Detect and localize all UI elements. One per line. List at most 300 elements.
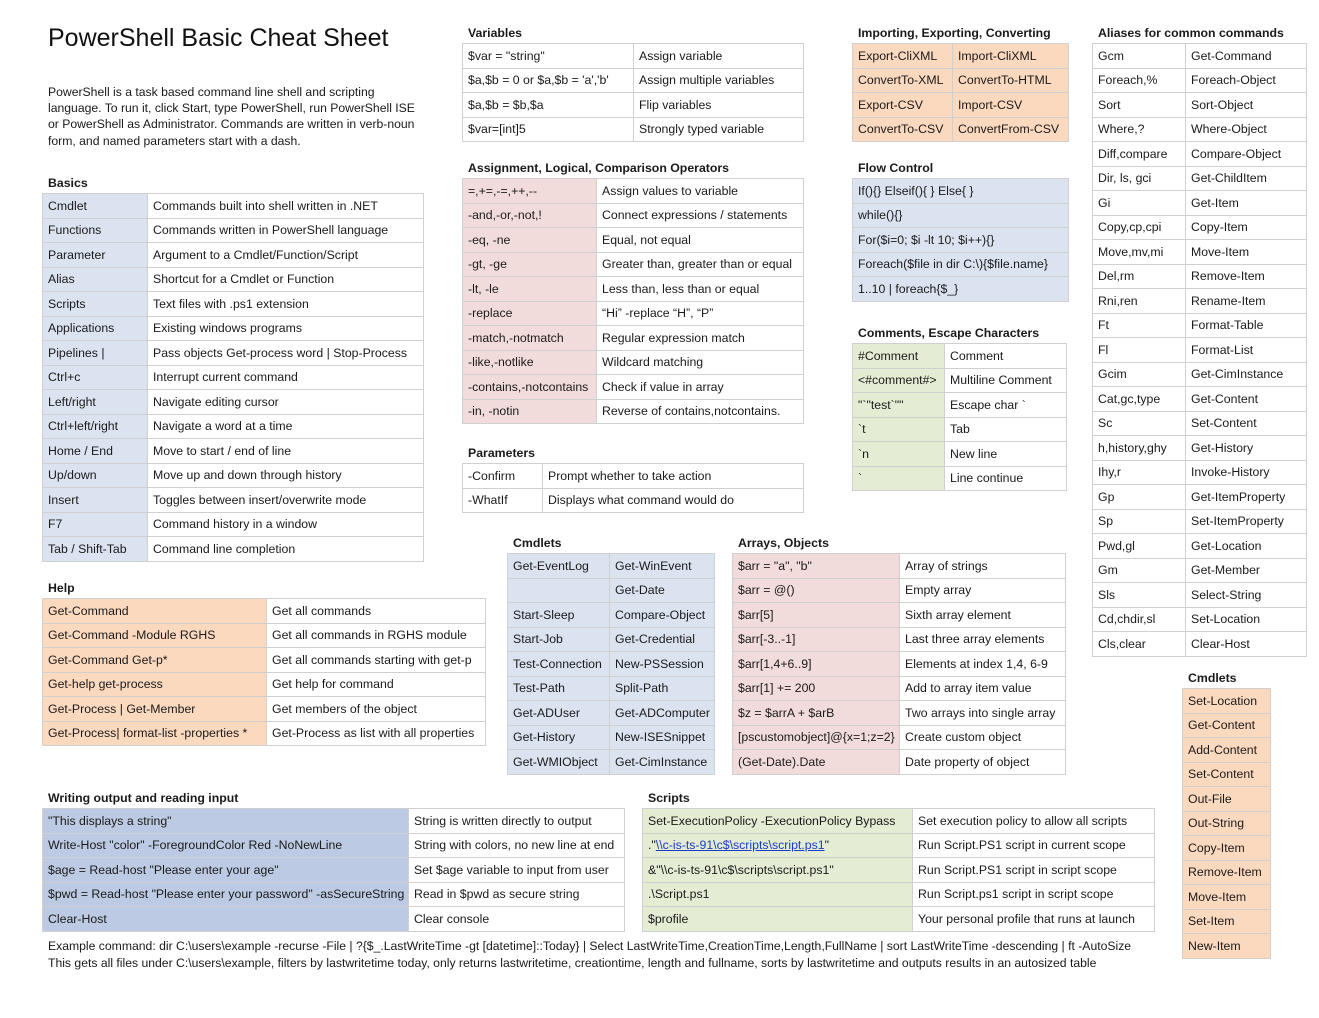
arrays-value-cell: Two arrays into single array <box>900 701 1066 726</box>
importing-key-cell: ConvertTo-CSV <box>853 117 953 142</box>
cmdlets-right-row <box>1183 762 1271 787</box>
operators-row <box>463 326 804 351</box>
operators-value-cell: Greater than, greater than or equal <box>597 252 804 277</box>
cmdlets-mid-value-cell: Get-Credential <box>610 627 715 652</box>
help-row <box>43 623 486 648</box>
aliases-value-cell: Remove-Item <box>1186 264 1307 289</box>
operators-row <box>463 252 804 277</box>
help-key-cell: Get-Process| format-list -properties * <box>43 721 267 746</box>
importing-title: Importing, Exporting, Converting <box>858 26 1051 40</box>
basics-value-cell: Argument to a Cmdlet/Function/Script <box>148 243 424 268</box>
help-row <box>43 599 486 624</box>
writing-value-cell: Set $age variable to input from user <box>409 858 625 883</box>
operators-row <box>463 301 804 326</box>
basics-key-cell: Ctrl+c <box>43 365 148 390</box>
aliases-row <box>1093 117 1307 142</box>
importing-value-cell: ConvertFrom-CSV <box>953 117 1069 142</box>
arrays-key-cell: $arr[5] <box>733 603 900 628</box>
arrays-row <box>733 652 1066 677</box>
flow-key-cell: 1..10 | foreach{$_} <box>853 277 1069 302</box>
aliases-key-cell: Gm <box>1093 558 1186 583</box>
arrays-row <box>733 701 1066 726</box>
aliases-row <box>1093 44 1307 69</box>
cmdlets-mid-row <box>508 554 715 579</box>
basics-key-cell: Pipelines | <box>43 341 148 366</box>
arrays-row <box>733 603 1066 628</box>
aliases-row <box>1093 460 1307 485</box>
aliases-table <box>1092 43 1307 657</box>
variables-key-cell: $a,$b = $b,$a <box>463 93 634 118</box>
variables-value-cell: Assign variable <box>634 44 804 69</box>
aliases-row <box>1093 338 1307 363</box>
cmdlets-right-row <box>1183 738 1271 763</box>
aliases-value-cell: Invoke-History <box>1186 460 1307 485</box>
basics-title: Basics <box>48 176 88 190</box>
cmdlets-mid-row <box>508 652 715 677</box>
scripts-key-cell: &"\\c-is-ts-91\c$\scripts\script.ps1" <box>643 858 913 883</box>
comments-key-cell: "`"test`"" <box>853 393 945 418</box>
parameters-key-cell: -Confirm <box>463 464 543 489</box>
comments-key-cell: <#comment#> <box>853 368 945 393</box>
scripts-row <box>643 907 1155 932</box>
arrays-key-cell: $arr[1] += 200 <box>733 676 900 701</box>
basics-row <box>43 243 424 268</box>
cmdlets-right-key-cell: Set-Location <box>1183 689 1271 714</box>
comments-row <box>853 466 1067 491</box>
footer <box>48 938 1131 971</box>
basics-value-cell: Move to start / end of line <box>148 439 424 464</box>
cmdlets-right-row <box>1183 689 1271 714</box>
aliases-value-cell: Get-ItemProperty <box>1186 485 1307 510</box>
basics-table <box>42 193 424 562</box>
parameters-value-cell: Displays what command would do <box>543 488 804 513</box>
scripts-key-cell: .\Script.ps1 <box>643 882 913 907</box>
basics-value-cell: Interrupt current command <box>148 365 424 390</box>
scripts-value-cell: Run Script.PS1 script in script scope <box>913 858 1155 883</box>
variables-value-cell: Strongly typed variable <box>634 117 804 142</box>
aliases-key-cell: Foreach,% <box>1093 68 1186 93</box>
cmdlets-mid-row <box>508 578 715 603</box>
parameters-title: Parameters <box>468 446 535 460</box>
cmdlets-mid-value-cell: Get-WinEvent <box>610 554 715 579</box>
basics-key-cell: Up/down <box>43 463 148 488</box>
operators-row <box>463 228 804 253</box>
footer-example: Example command: dir C:\users\example -recurse -File | ?{$_.LastWriteTime -gt [datetime]::Today} | Select LastWriteTime,CreationTime,Length,FullName | sort LastWriteTime -descending | ft -AutoSize <box>48 939 1132 953</box>
operators-value-cell: Equal, not equal <box>597 228 804 253</box>
writing-row <box>43 858 625 883</box>
writing-key-cell: Write-Host "color" -ForegroundColor Red -NoNewLine <box>43 833 409 858</box>
variables-title: Variables <box>468 26 523 40</box>
aliases-row <box>1093 411 1307 436</box>
cmdlets-right-key-cell: Copy-Item <box>1183 836 1271 861</box>
help-value-cell: Get all commands in RGHS module <box>267 623 486 648</box>
arrays-value-cell: Empty array <box>900 578 1066 603</box>
aliases-row <box>1093 362 1307 387</box>
writing-title: Writing output and reading input <box>48 791 239 805</box>
aliases-row <box>1093 68 1307 93</box>
scripts-row <box>643 809 1155 834</box>
basics-value-cell: Command line completion <box>148 537 424 562</box>
cmdlets-right-key-cell: Move-Item <box>1183 885 1271 910</box>
arrays-value-cell: Elements at index 1,4, 6-9 <box>900 652 1066 677</box>
comments-value-cell: Line continue <box>945 466 1067 491</box>
cmdlets-mid-value-cell: Get-Date <box>610 578 715 603</box>
operators-title: Assignment, Logical, Comparison Operators <box>468 161 730 175</box>
basics-key-cell: Functions <box>43 218 148 243</box>
intro-text: PowerShell is a task based command line shell and scripting language. To run it, click Start, type PowerShell, run PowerShell ISE or PowerShell as Administrator. Commands are written in verb-noun form, and named parameters start with a dash. <box>48 85 415 148</box>
basics-row <box>43 390 424 415</box>
arrays-key-cell: $arr[-3..-1] <box>733 627 900 652</box>
footer-explanation: This gets all files under C:\users\example, filters by lastwritetime today, only returns lastwritetime, creationtime, length and fullname, sorts by lastwritetime and outputs results in an autosized table <box>48 955 1097 970</box>
basics-row <box>43 512 424 537</box>
basics-row <box>43 488 424 513</box>
page-title: PowerShell Basic Cheat Sheet <box>48 24 389 52</box>
aliases-key-cell: Copy,cp,cpi <box>1093 215 1186 240</box>
importing-row <box>853 93 1069 118</box>
scripts-key-cell: Set-ExecutionPolicy -ExecutionPolicy Bypass <box>643 809 913 834</box>
aliases-key-cell: h,history,ghy <box>1093 436 1186 461</box>
importing-value-cell: ConvertTo-HTML <box>953 68 1069 93</box>
comments-row <box>853 442 1067 467</box>
aliases-key-cell: Del,rm <box>1093 264 1186 289</box>
cmdlets-mid-row <box>508 701 715 726</box>
variables-key-cell: $a,$b = 0 or $a,$b = 'a','b' <box>463 68 634 93</box>
cmdlets-right-row <box>1183 811 1271 836</box>
operators-value-cell: Regular expression match <box>597 326 804 351</box>
operators-row <box>463 179 804 204</box>
help-row <box>43 648 486 673</box>
basics-key-cell: Left/right <box>43 390 148 415</box>
cmdlets-mid-row <box>508 725 715 750</box>
writing-key-cell: "This displays a string" <box>43 809 409 834</box>
cmdlets-mid-value-cell: Compare-Object <box>610 603 715 628</box>
arrays-value-cell: Create custom object <box>900 725 1066 750</box>
importing-key-cell: Export-CSV <box>853 93 953 118</box>
aliases-row <box>1093 240 1307 265</box>
comments-key-cell: `n <box>853 442 945 467</box>
aliases-value-cell: Get-Command <box>1186 44 1307 69</box>
cmdlets-mid-row <box>508 676 715 701</box>
scripts-value-cell: Run Script.PS1 script in current scope <box>913 833 1155 858</box>
aliases-row <box>1093 313 1307 338</box>
script-path-prefix: ." <box>648 838 656 853</box>
cmdlets-mid-key-cell: Test-Path <box>508 676 610 701</box>
aliases-value-cell: Clear-Host <box>1186 632 1307 657</box>
arrays-title: Arrays, Objects <box>738 536 829 550</box>
writing-key-cell: $pwd = Read-host "Please enter your password" -asSecureString <box>43 882 409 907</box>
importing-value-cell: Import-CliXML <box>953 44 1069 69</box>
comments-row <box>853 417 1067 442</box>
basics-value-cell: Pass objects Get-process word | Stop-Process <box>148 341 424 366</box>
flow-row <box>853 179 1069 204</box>
basics-value-cell: Move up and down through history <box>148 463 424 488</box>
variables-row <box>463 117 804 142</box>
flow-key-cell: while(){} <box>853 203 1069 228</box>
cmdlets-right-row <box>1183 885 1271 910</box>
basics-key-cell: Ctrl+left/right <box>43 414 148 439</box>
scripts-row <box>643 882 1155 907</box>
scripts-value-cell: Run Script.ps1 script in script scope <box>913 882 1155 907</box>
aliases-value-cell: Sort-Object <box>1186 93 1307 118</box>
operators-value-cell: Less than, less than or equal <box>597 277 804 302</box>
arrays-key-cell: [pscustomobject]@{x=1;z=2} <box>733 725 900 750</box>
aliases-key-cell: Pwd,gl <box>1093 534 1186 559</box>
script-path-link[interactable]: \\c-is-ts-91\c$\scripts\script.ps1 <box>655 838 825 853</box>
basics-row <box>43 316 424 341</box>
arrays-row <box>733 725 1066 750</box>
aliases-row <box>1093 166 1307 191</box>
aliases-row <box>1093 583 1307 608</box>
operators-row <box>463 277 804 302</box>
scripts-key-cell <box>643 833 913 858</box>
cmdlets-mid-value-cell: New-ISESnippet <box>610 725 715 750</box>
basics-key-cell: Scripts <box>43 292 148 317</box>
scripts-row <box>643 833 1155 858</box>
help-value-cell: Get help for command <box>267 672 486 697</box>
variables-key-cell: $var = "string" <box>463 44 634 69</box>
operators-row <box>463 375 804 400</box>
help-value-cell: Get-Process as list with all properties <box>267 721 486 746</box>
arrays-key-cell: $z = $arrA + $arB <box>733 701 900 726</box>
aliases-value-cell: Foreach-Object <box>1186 68 1307 93</box>
flow-row <box>853 252 1069 277</box>
operators-key-cell: -replace <box>463 301 597 326</box>
importing-row <box>853 117 1069 142</box>
importing-value-cell: Import-CSV <box>953 93 1069 118</box>
cmdlets-mid-value-cell: Split-Path <box>610 676 715 701</box>
basics-row <box>43 341 424 366</box>
variables-row <box>463 44 804 69</box>
aliases-value-cell: Move-Item <box>1186 240 1307 265</box>
aliases-key-cell: Cd,chdir,sl <box>1093 607 1186 632</box>
help-value-cell: Get all commands starting with get-p <box>267 648 486 673</box>
operators-key-cell: -in, -notin <box>463 399 597 424</box>
aliases-row <box>1093 509 1307 534</box>
aliases-key-cell: Sort <box>1093 93 1186 118</box>
aliases-row <box>1093 142 1307 167</box>
basics-row <box>43 218 424 243</box>
cmdlets-right-row <box>1183 934 1271 959</box>
aliases-value-cell: Get-ChildItem <box>1186 166 1307 191</box>
operators-key-cell: -like,-notlike <box>463 350 597 375</box>
aliases-key-cell: Diff,compare <box>1093 142 1186 167</box>
aliases-value-cell: Get-Item <box>1186 191 1307 216</box>
writing-value-cell: String with colors, no new line at end <box>409 833 625 858</box>
basics-value-cell: Text files with .ps1 extension <box>148 292 424 317</box>
parameters-key-cell: -WhatIf <box>463 488 543 513</box>
operators-key-cell: -gt, -ge <box>463 252 597 277</box>
aliases-key-cell: Gi <box>1093 191 1186 216</box>
cmdlets-mid-value-cell: Get-ADComputer <box>610 701 715 726</box>
cmdlets-right-key-cell: Remove-Item <box>1183 860 1271 885</box>
arrays-key-cell: $arr = @() <box>733 578 900 603</box>
arrays-value-cell: Last three array elements <box>900 627 1066 652</box>
aliases-row <box>1093 387 1307 412</box>
basics-value-cell: Command history in a window <box>148 512 424 537</box>
cmdlets-mid-row <box>508 750 715 775</box>
operators-value-cell: Reverse of contains,notcontains. <box>597 399 804 424</box>
help-row <box>43 672 486 697</box>
aliases-row <box>1093 485 1307 510</box>
comments-row <box>853 368 1067 393</box>
comments-value-cell: Tab <box>945 417 1067 442</box>
writing-value-cell: Read in $pwd as secure string <box>409 882 625 907</box>
aliases-value-cell: Set-ItemProperty <box>1186 509 1307 534</box>
comments-key-cell: ` <box>853 466 945 491</box>
arrays-row <box>733 676 1066 701</box>
comments-key-cell: `t <box>853 417 945 442</box>
aliases-value-cell: Set-Content <box>1186 411 1307 436</box>
writing-value-cell: Clear console <box>409 907 625 932</box>
basics-value-cell: Commands built into shell written in .NET <box>148 194 424 219</box>
operators-table <box>462 178 804 424</box>
comments-table <box>852 343 1067 491</box>
cmdlets-mid-row <box>508 603 715 628</box>
basics-row <box>43 194 424 219</box>
cmdlets-mid-key-cell: Test-Connection <box>508 652 610 677</box>
cmdlets-mid-value-cell: Get-CimInstance <box>610 750 715 775</box>
arrays-row <box>733 578 1066 603</box>
cmdlets-mid-key-cell: Start-Job <box>508 627 610 652</box>
aliases-key-cell: Sls <box>1093 583 1186 608</box>
writing-row <box>43 809 625 834</box>
aliases-title: Aliases for common commands <box>1098 26 1284 40</box>
basics-value-cell: Existing windows programs <box>148 316 424 341</box>
comments-title: Comments, Escape Characters <box>858 326 1040 340</box>
variables-key-cell: $var=[int]5 <box>463 117 634 142</box>
basics-value-cell: Toggles between insert/overwrite mode <box>148 488 424 513</box>
help-key-cell: Get-Command Get-p* <box>43 648 267 673</box>
aliases-key-cell: Cls,clear <box>1093 632 1186 657</box>
arrays-value-cell: Add to array item value <box>900 676 1066 701</box>
basics-key-cell: Applications <box>43 316 148 341</box>
operators-key-cell: -lt, -le <box>463 277 597 302</box>
comments-value-cell: New line <box>945 442 1067 467</box>
cmdlets-right-row <box>1183 860 1271 885</box>
flow-key-cell: For($i=0; $i -lt 10; $i++){} <box>853 228 1069 253</box>
arrays-row <box>733 554 1066 579</box>
cmdlets-mid-value-cell: New-PSSession <box>610 652 715 677</box>
basics-value-cell: Navigate a word at a time <box>148 414 424 439</box>
arrays-value-cell: Array of strings <box>900 554 1066 579</box>
comments-value-cell: Multiline Comment <box>945 368 1067 393</box>
aliases-key-cell: Dir, ls, gci <box>1093 166 1186 191</box>
scripts-row <box>643 858 1155 883</box>
cmdlets-right-row <box>1183 909 1271 934</box>
cmdlets-right-title: Cmdlets <box>1188 671 1237 685</box>
aliases-key-cell: Rni,ren <box>1093 289 1186 314</box>
aliases-value-cell: Get-Location <box>1186 534 1307 559</box>
help-key-cell: Get-help get-process <box>43 672 267 697</box>
basics-row <box>43 414 424 439</box>
cmdlets-right-key-cell: Add-Content <box>1183 738 1271 763</box>
help-title: Help <box>48 581 75 595</box>
arrays-key-cell: $arr = "a", "b" <box>733 554 900 579</box>
variables-value-cell: Flip variables <box>634 93 804 118</box>
basics-value-cell: Navigate editing cursor <box>148 390 424 415</box>
parameters-table <box>462 463 804 513</box>
basics-row <box>43 537 424 562</box>
aliases-row <box>1093 93 1307 118</box>
operators-value-cell: Assign values to variable <box>597 179 804 204</box>
cmdlets-mid-row <box>508 627 715 652</box>
flow-key-cell: If(){} Elseif(){ } Else{ } <box>853 179 1069 204</box>
cmdlets-right-row <box>1183 787 1271 812</box>
flow-row <box>853 228 1069 253</box>
writing-row <box>43 833 625 858</box>
basics-key-cell: F7 <box>43 512 148 537</box>
operators-key-cell: -contains,-notcontains <box>463 375 597 400</box>
importing-key-cell: Export-CliXML <box>853 44 953 69</box>
help-table <box>42 598 486 746</box>
aliases-row <box>1093 558 1307 583</box>
aliases-key-cell: Ihy,r <box>1093 460 1186 485</box>
aliases-key-cell: Gcim <box>1093 362 1186 387</box>
aliases-key-cell: Ft <box>1093 313 1186 338</box>
operators-row <box>463 350 804 375</box>
aliases-row <box>1093 632 1307 657</box>
cmdlets-right-key-cell: Get-Content <box>1183 713 1271 738</box>
scripts-title: Scripts <box>648 791 690 805</box>
parameters-row <box>463 464 804 489</box>
variables-table <box>462 43 804 142</box>
script-path-suffix: " <box>824 838 829 853</box>
cmdlets-right-key-cell: Set-Item <box>1183 909 1271 934</box>
importing-row <box>853 44 1069 69</box>
arrays-key-cell: (Get-Date).Date <box>733 750 900 775</box>
aliases-value-cell: Set-Location <box>1186 607 1307 632</box>
aliases-key-cell: Move,mv,mi <box>1093 240 1186 265</box>
importing-table <box>852 43 1069 142</box>
operators-value-cell: Check if value in array <box>597 375 804 400</box>
variables-value-cell: Assign multiple variables <box>634 68 804 93</box>
arrays-row <box>733 750 1066 775</box>
operators-row <box>463 203 804 228</box>
basics-value-cell: Shortcut for a Cmdlet or Function <box>148 267 424 292</box>
writing-value-cell: String is written directly to output <box>409 809 625 834</box>
basics-row <box>43 463 424 488</box>
aliases-value-cell: Get-Content <box>1186 387 1307 412</box>
cmdlets-right-key-cell: New-Item <box>1183 934 1271 959</box>
basics-key-cell: Home / End <box>43 439 148 464</box>
basics-row <box>43 267 424 292</box>
comments-row <box>853 393 1067 418</box>
cmdlets-right-key-cell: Set-Content <box>1183 762 1271 787</box>
aliases-value-cell: Format-Table <box>1186 313 1307 338</box>
aliases-value-cell: Select-String <box>1186 583 1307 608</box>
writing-row <box>43 882 625 907</box>
scripts-value-cell: Your personal profile that runs at launch <box>913 907 1155 932</box>
flow-table <box>852 178 1069 302</box>
aliases-row <box>1093 436 1307 461</box>
scripts-table <box>642 808 1155 932</box>
aliases-row <box>1093 289 1307 314</box>
importing-row <box>853 68 1069 93</box>
cmdlets-right-key-cell: Out-String <box>1183 811 1271 836</box>
operators-key-cell: -match,-notmatch <box>463 326 597 351</box>
help-row <box>43 721 486 746</box>
operators-key-cell: =,+=,-=,++,-- <box>463 179 597 204</box>
cmdlets-mid-key-cell: Get-EventLog <box>508 554 610 579</box>
arrays-table <box>732 553 1066 775</box>
basics-row <box>43 292 424 317</box>
aliases-key-cell: Sp <box>1093 509 1186 534</box>
parameters-value-cell: Prompt whether to take action <box>543 464 804 489</box>
basics-value-cell: Commands written in PowerShell language <box>148 218 424 243</box>
cmdlets-mid-key-cell: Get-ADUser <box>508 701 610 726</box>
aliases-value-cell: Get-CimInstance <box>1186 362 1307 387</box>
cmdlets-mid-key-cell: Start-Sleep <box>508 603 610 628</box>
